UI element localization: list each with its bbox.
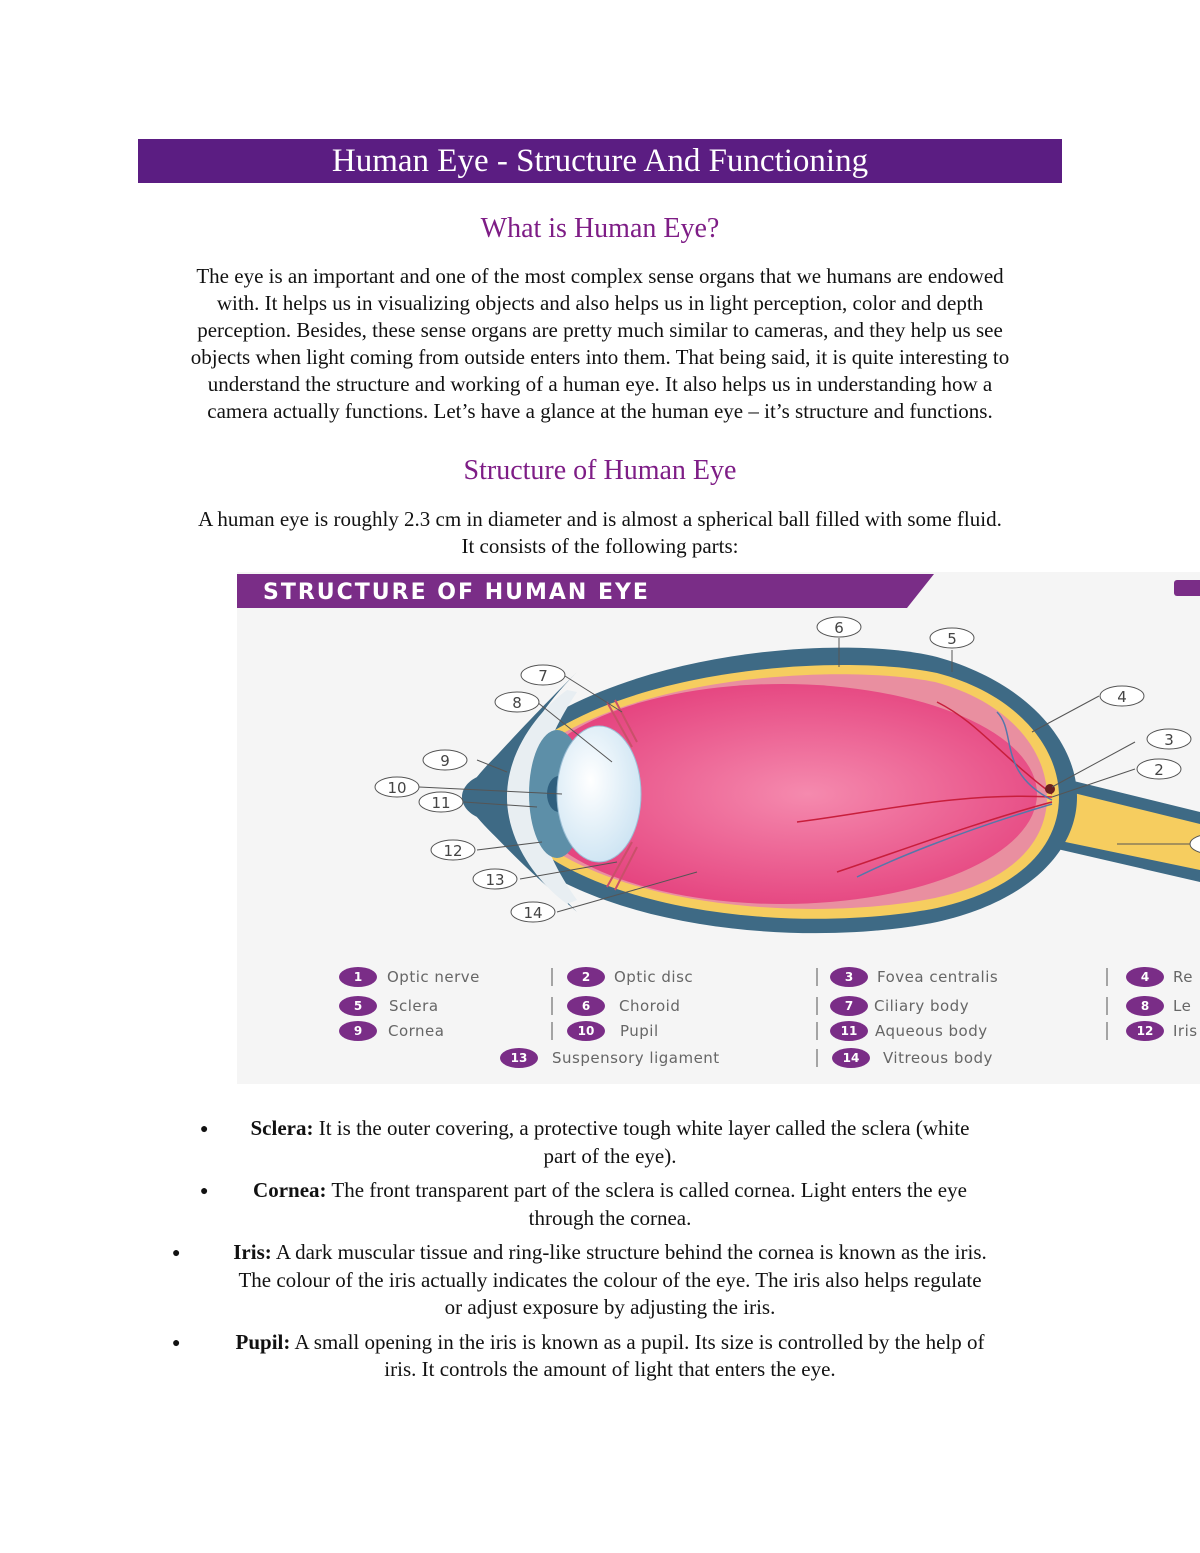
paragraph-line: camera actually functions. Let’s have a glance at the human eye – it’s structure and functions. <box>207 399 993 423</box>
svg-text:Suspensory ligament: Suspensory ligament <box>552 1049 720 1067</box>
svg-text:Cornea: Cornea <box>388 1022 445 1040</box>
svg-text:10: 10 <box>387 779 407 797</box>
callout-10 <box>375 777 419 797</box>
svg-text:Sclera: Sclera <box>389 997 439 1015</box>
callout-5 <box>930 628 974 648</box>
legend-item-optic-nerve <box>339 967 480 987</box>
callout-9 <box>423 750 467 770</box>
legend-item-suspensory <box>500 1048 720 1068</box>
legend-item-choroid <box>567 996 680 1016</box>
page-title: Human Eye - Structure And Functioning <box>138 139 1062 183</box>
legend-item-cornea <box>339 1021 444 1041</box>
svg-text:3: 3 <box>844 970 854 984</box>
svg-text:13: 13 <box>510 1051 528 1065</box>
list-text: or adjust exposure by adjusting the iris. <box>444 1295 776 1319</box>
paragraph-line: The eye is an important and one of the most complex sense organs that we humans are endowed <box>196 264 1004 288</box>
list-item-sclera <box>160 1115 1060 1170</box>
svg-text:Aqueous body: Aqueous body <box>875 1022 988 1040</box>
bullet-dot: ● <box>200 1184 209 1199</box>
svg-text:9: 9 <box>353 1024 363 1038</box>
callout-4 <box>1100 686 1144 706</box>
list-item-pupil <box>160 1329 1060 1384</box>
callout-13 <box>473 869 517 889</box>
svg-text:6: 6 <box>581 999 591 1013</box>
svg-text:2: 2 <box>581 970 591 984</box>
callout-14 <box>511 902 555 922</box>
figure-banner: STRUCTURE OF HUMAN EYE <box>263 580 650 605</box>
list-text: A dark muscular tissue and ring-like structure behind the cornea is known as the iris. <box>271 1240 987 1264</box>
callout-6 <box>817 617 861 637</box>
svg-text:7: 7 <box>538 667 548 685</box>
paragraph-line: It consists of the following parts: <box>461 534 739 558</box>
list-item-cornea <box>160 1177 1060 1232</box>
paragraph-line: objects when light coming from outside enters into them. That being said, it is quite interesting to <box>190 345 1010 369</box>
list-text: The colour of the iris actually indicates the colour of the eye. The iris also helps regulate <box>238 1267 982 1292</box>
intro-paragraph <box>140 263 1060 425</box>
legend-item-sclera <box>339 996 439 1016</box>
corner-badge <box>1174 580 1200 596</box>
legend-item-fovea <box>830 967 998 987</box>
svg-text:Fovea centralis: Fovea centralis <box>877 968 999 986</box>
legend-item-4 <box>1126 967 1193 987</box>
svg-text:12: 12 <box>1136 1024 1154 1038</box>
svg-text:13: 13 <box>485 871 505 889</box>
svg-text:5: 5 <box>947 630 957 648</box>
callout-7 <box>521 665 565 685</box>
svg-text:Pupil: Pupil <box>620 1022 659 1040</box>
bullet-dot: ● <box>200 1122 209 1137</box>
legend-item-optic-disc <box>567 967 693 987</box>
paragraph-line: A human eye is roughly 2.3 cm in diameter and is almost a spherical ball filled with some fluid. <box>198 507 1002 531</box>
list-term: Pupil: <box>235 1329 291 1354</box>
svg-text:8: 8 <box>512 694 522 712</box>
list-term: Sclera: <box>250 1116 314 1140</box>
svg-text:2: 2 <box>1154 761 1164 779</box>
svg-text:Vitreous body: Vitreous body <box>883 1049 993 1067</box>
svg-text:6: 6 <box>834 619 844 637</box>
legend-item-aqueous <box>830 1021 988 1041</box>
svg-text:Optic disc: Optic disc <box>614 968 694 986</box>
svg-text:Choroid: Choroid <box>619 997 681 1015</box>
svg-text:3: 3 <box>1164 731 1174 749</box>
list-text: A small opening in the iris is known as a pupil. Its size is controlled by the help of <box>290 1329 985 1354</box>
bullet-dot: ● <box>172 1246 181 1261</box>
svg-text:4: 4 <box>1117 688 1127 706</box>
parts-list <box>160 1115 1060 1391</box>
list-text: The front transparent part of the sclera is called cornea. Light enters the eye <box>326 1178 967 1202</box>
legend <box>339 967 1198 1068</box>
svg-text:Iris: Iris <box>1173 1022 1198 1040</box>
svg-text:11: 11 <box>840 1024 858 1038</box>
paragraph-line: with. It helps us in visualizing objects and also helps us in light perception, color and depth <box>216 291 984 315</box>
lens <box>557 726 641 862</box>
legend-item-pupil <box>567 1021 659 1041</box>
list-text: iris. It controls the amount of light that enters the eye. <box>384 1357 836 1381</box>
svg-text:7: 7 <box>844 999 854 1013</box>
svg-text:Re: Re <box>1173 968 1193 986</box>
paragraph-line: perception. Besides, these sense organs are pretty much similar to cameras, and they help us see <box>197 318 1003 342</box>
section-heading-what-is-eye: What is Human Eye? <box>480 213 720 244</box>
list-text: part of the eye). <box>543 1143 677 1168</box>
svg-text:Le: Le <box>1173 997 1192 1015</box>
svg-text:11: 11 <box>431 794 451 812</box>
list-text: It is the outer covering, a protective tough white layer called the sclera (white <box>313 1116 970 1140</box>
callout-12 <box>431 840 475 860</box>
svg-text:14: 14 <box>523 904 543 922</box>
legend-item-12 <box>1126 1021 1198 1041</box>
legend-item-ciliary <box>830 996 969 1016</box>
fovea-dot <box>1045 784 1055 794</box>
list-text: through the cornea. <box>528 1205 692 1230</box>
svg-text:14: 14 <box>842 1051 860 1065</box>
svg-text:5: 5 <box>353 999 363 1013</box>
structure-paragraph <box>140 506 1060 560</box>
callout-3 <box>1147 729 1191 749</box>
eye-diagram <box>237 572 1200 1084</box>
svg-text:1: 1 <box>353 970 363 984</box>
section-heading-structure: Structure of Human Eye <box>463 455 737 486</box>
list-term: Iris: <box>233 1240 272 1264</box>
svg-text:8: 8 <box>1140 999 1150 1013</box>
callout-2 <box>1137 759 1181 779</box>
bullet-dot: ● <box>172 1335 181 1351</box>
list-item-iris <box>160 1239 1060 1322</box>
callout-8 <box>495 692 539 712</box>
callout-11 <box>419 792 463 812</box>
legend-item-vitreous <box>832 1048 993 1068</box>
svg-text:10: 10 <box>577 1024 595 1038</box>
svg-text:12: 12 <box>443 842 463 860</box>
svg-text:Optic nerve: Optic nerve <box>387 968 480 986</box>
svg-text:Ciliary body: Ciliary body <box>874 997 970 1015</box>
legend-item-8 <box>1126 996 1191 1016</box>
paragraph-line: understand the structure and working of a human eye. It also helps us in understanding how a <box>207 372 993 396</box>
list-term: Cornea: <box>253 1178 327 1202</box>
svg-text:4: 4 <box>1140 970 1150 984</box>
eye-structure-figure <box>237 572 1200 1084</box>
svg-text:9: 9 <box>440 752 450 770</box>
